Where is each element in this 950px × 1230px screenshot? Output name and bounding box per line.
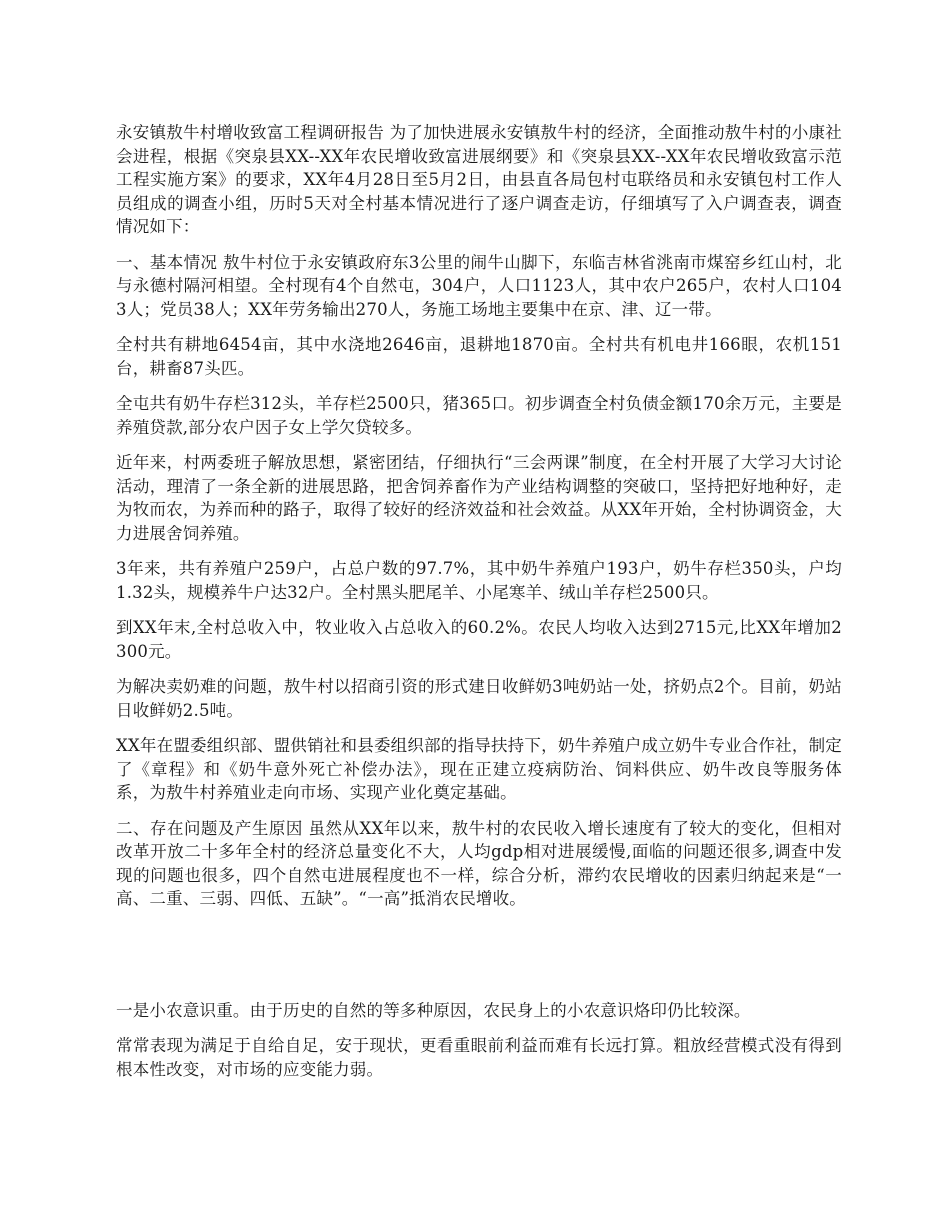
paragraph-intro: 永安镇敖牛村增收致富工程调研报告 为了加快进展永安镇敖牛村的经济，全面推动敖牛村的小康社会进程，根据《突泉县XX--XX年农民增收致富进展纲要》和《突泉县XX--XX年农民增收致富示范工程实施方案》的要求，XX年4月28日至5月2日，由县直各局包村屯联络员和永安镇包村工作人员组成的调查小组，历时5天对全村基本情况进行了逐户调查走访，仔细填写了入户调查表，调查情况如下： xyxy=(116,123,842,236)
paragraph-farmland: 全村共有耕地6454亩，其中水浇地2646亩，退耕地1870亩。全村共有机电井166眼，农机151台，耕畜87头匹。 xyxy=(116,335,842,378)
document-body xyxy=(116,121,842,1093)
paragraph-small-farmer: 一是小农意识重。由于历史的自然的等多种原因，农民身上的小农意识烙印仍比较深。 xyxy=(116,1000,751,1020)
paragraph-cooperative: XX年在盟委组织部、盟供销社和县委组织部的指导扶持下，奶牛养殖户成立奶牛专业合作社，制定了《章程》和《奶牛意外死亡补偿办法》，现在正建立疫病防治、饲料供应、奶牛改良等服务体系，为敖牛村养殖业走向市场、实现产业化奠定基础。 xyxy=(116,736,842,802)
paragraph-milk-station: 为解决卖奶难的问题，敖牛村以招商引资的形式建日收鲜奶3吨奶站一处，挤奶点2个。目前，奶站日收鲜奶2.5吨。 xyxy=(116,677,842,720)
paragraph-three-years: 3年来，共有养殖户259户，占总户数的97.7%，其中奶牛养殖户193户，奶牛存栏350头，户均1.32头，规模养牛户达32户。全村黑头肥尾羊、小尾寒羊、绒山羊存栏2500只。 xyxy=(116,559,842,602)
paragraph-problems: 二、存在问题及产生原因 虽然从XX年以来，敖牛村的农民收入增长速度有了较大的变化，但相对改革开放二十多年全村的经济总量变化不大，人均gdp相对进展缓慢,面临的问题还很多,调查中发现的问题也很多，四个自然屯进展程度也不一样，综合分析，滞约农民增收的因素归纳起来是“一高、二重、三弱、四低、五缺”。“一高”抵消农民增收。 xyxy=(116,818,842,908)
paragraph-livestock: 全屯共有奶牛存栏312头，羊存栏2500只，猪365口。初步调查全村负债金额170余万元，主要是养殖贷款,部分农户因子女上学欠贷较多。 xyxy=(116,394,842,437)
paragraph-income: 到XX年末,全村总收入中，牧业收入占总收入的60.2%。农民人均收入达到2715元,比XX年增加2300元。 xyxy=(116,618,842,661)
paragraph-recent-years: 近年来，村两委班子解放思想，紧密团结，仔细执行“三会两课”制度，在全村开展了大学习大讨论活动，理清了一条全新的进展思路，把舍饲养畜作为产业结构调整的突破口，坚持把好地种好，走为牧而农，为养而种的路子，取得了较好的经济效益和社会效益。从XX年开始，全村协调资金，大力进展舍饲养殖。 xyxy=(116,453,842,543)
paragraph-basic-situation: 一、基本情况 敖牛村位于永安镇政府东3公里的闹牛山脚下，东临吉林省洮南市煤窑乡红山村，北与永德村隔河相望。全村现有4个自然屯，304户，人口1123人，其中农户265户，农村人口1043人；党员38人；XX年劳务输出270人，务施工场地主要集中在京、津、辽一带。 xyxy=(116,252,842,319)
paragraph-self-sufficiency: 常常表现为满足于自给自足，安于现状，更看重眼前利益而难有长远打算。粗放经营模式没有得到根本性改变，对市场的应变能力弱。 xyxy=(116,1036,842,1079)
